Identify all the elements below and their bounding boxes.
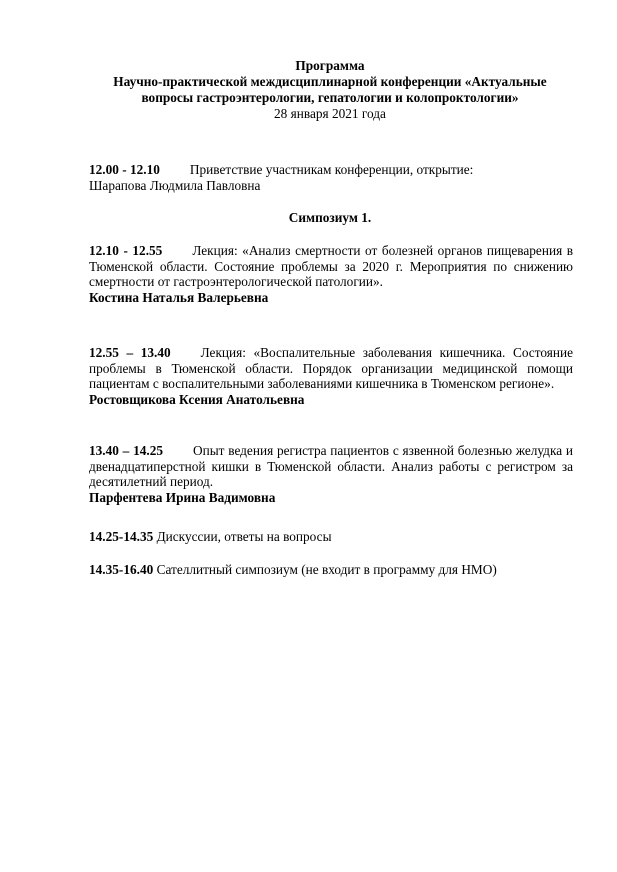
lecture-speaker: Ростовщикова Ксения Анатольевна: [89, 391, 305, 407]
satellite-time: 14.35-16.40: [89, 562, 154, 577]
opening-block: [89, 162, 573, 193]
discussion-block: [89, 529, 573, 545]
discussion-text: Дискуссии, ответы на вопросы: [156, 529, 332, 544]
lecture-time: 12.10 - 12.55: [89, 243, 163, 258]
lecture-item: [89, 243, 573, 305]
lecture-speaker: Парфентева Ирина Вадимовна: [89, 489, 276, 505]
conference-name-line2: вопросы гастроэнтерологии, гепатологии и колопроктологии»: [141, 90, 519, 105]
lecture-item: [89, 443, 573, 505]
opening-time: 12.00 - 12.10: [89, 162, 160, 177]
symposium-title: Симпозиум 1.: [288, 210, 372, 225]
opening-text: Приветствие участникам конференции, открытие:: [189, 162, 474, 177]
lecture-item: [89, 345, 573, 407]
lecture-time: 12.55 – 13.40: [89, 345, 171, 360]
discussion-time: 14.25-14.35: [89, 529, 154, 544]
lecture-speaker: Костина Наталья Валерьевна: [89, 289, 269, 305]
program-title: Программа: [295, 58, 365, 73]
lecture-time: 13.40 – 14.25: [89, 443, 164, 458]
lecture-text: Лекция: «Анализ смертности от болезней органов пищеварения в Тюменской области. Состояние проблемы за 2020 г. Мероприятия по снижению смертности от гастроэнтерологической патологии».: [89, 243, 573, 289]
satellite-text: Сателлитный симпозиум (не входит в программу для НМО): [156, 562, 497, 577]
conference-date: 28 января 2021 года: [274, 106, 386, 121]
conference-name-line1: Научно-практической междисциплинарной конференции «Актуальные: [113, 74, 547, 89]
program-header: [60, 58, 600, 122]
lecture-text: Лекция: «Воспалительные заболевания кишечника. Состояние проблемы в Тюменской области. Порядок организации медицинской помощи пациентам с воспалительными заболеваниями кишечника в Тюменском регионе».: [89, 345, 573, 391]
opening-person: Шарапова Людмила Павловна: [89, 177, 261, 193]
lecture-text: Опыт ведения регистра пациентов с язвенной болезнью желудка и двенадцатиперстной кишки в Тюменской области. Анализ работы с регистром за десятилетний период.: [89, 443, 573, 489]
satellite-block: [89, 562, 573, 578]
